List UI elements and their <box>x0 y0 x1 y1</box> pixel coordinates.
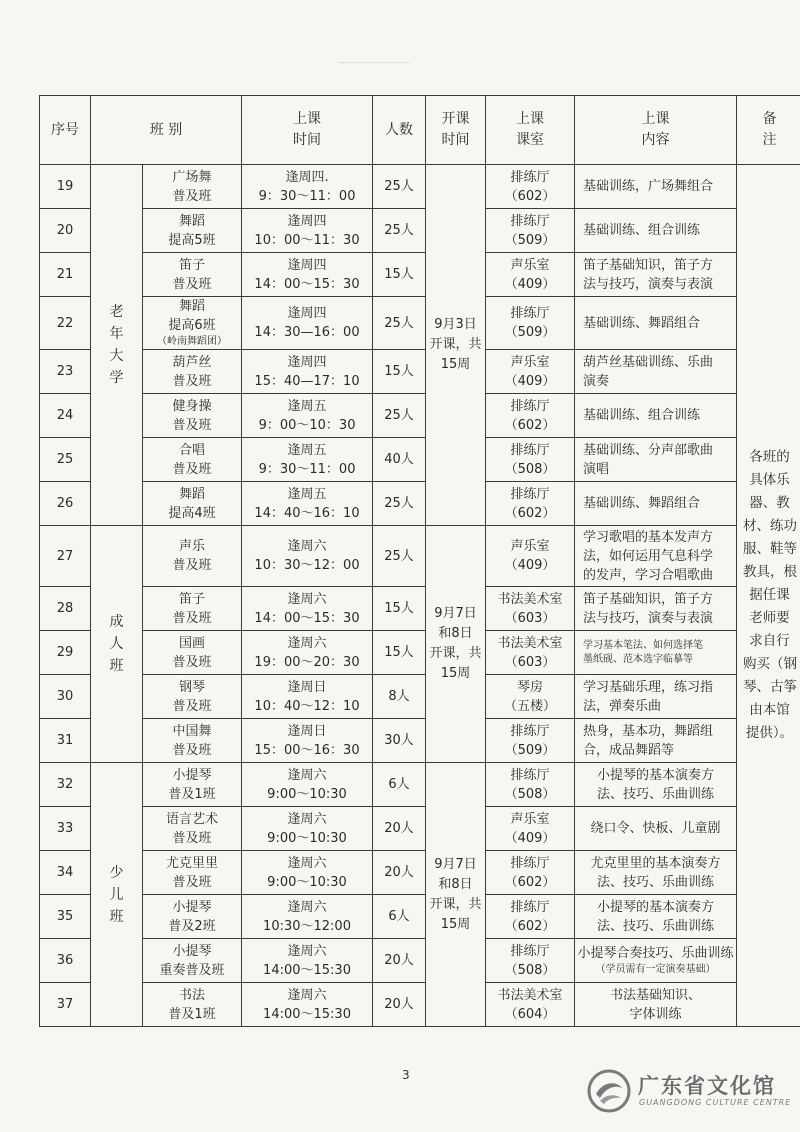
table-row <box>40 209 800 253</box>
row-class-name: 健身操 普及班 <box>143 394 242 438</box>
row-seq: 25 <box>40 438 91 482</box>
row-time: 逢周四 14：00～15：30 <box>242 253 373 297</box>
table-row <box>40 587 800 631</box>
table-row <box>40 438 800 482</box>
row-seq: 22 <box>40 297 91 350</box>
row-class-name: 小提琴 普及1班 <box>143 763 242 807</box>
row-content: 基础训练、组合训练 <box>575 209 737 253</box>
row-content: 小提琴的基本演奏方 法、技巧、乐曲训练 <box>575 895 737 939</box>
header-content: 上课 内容 <box>575 96 737 165</box>
table-row <box>40 851 800 895</box>
row-content: 葫芦丝基础训练、乐曲 演奏 <box>575 350 737 394</box>
row-seq: 23 <box>40 350 91 394</box>
row-content: 学习歌唱的基本发声方 法，如何运用气息科学 的发声，学习合唱歌曲 <box>575 526 737 587</box>
group-start-time: 9月7日 和8日 开课，共 15周 <box>426 526 486 763</box>
row-seq: 19 <box>40 165 91 209</box>
row-time: 逢周日 10：40～12：10 <box>242 675 373 719</box>
row-class-name: 尤克里里 普及班 <box>143 851 242 895</box>
row-count: 25人 <box>373 297 426 350</box>
culture-centre-logo-icon <box>586 1068 632 1114</box>
row-time: 逢周五 14：40～16：10 <box>242 482 373 526</box>
row-count: 40人 <box>373 438 426 482</box>
row-content: 笛子基础知识，笛子方 法与技巧，演奏与表演 <box>575 253 737 297</box>
group-start-time: 9月7日 和8日 开课，共 15周 <box>426 763 486 1027</box>
table-row <box>40 482 800 526</box>
row-seq: 32 <box>40 763 91 807</box>
row-class-name: 语言艺术 普及班 <box>143 807 242 851</box>
row-class-name: 合唱 普及班 <box>143 438 242 482</box>
content-note: （学员需有一定演奏基础） <box>595 964 716 975</box>
row-room: 排练厅 （508） <box>486 939 575 983</box>
row-count: 6人 <box>373 763 426 807</box>
row-time: 逢周四. 9：30～11：00 <box>242 165 373 209</box>
group-label: 老 年 大 学 <box>91 165 143 526</box>
row-count: 30人 <box>373 719 426 763</box>
row-class-name: 国画 普及班 <box>143 631 242 675</box>
row-count: 20人 <box>373 807 426 851</box>
row-count: 25人 <box>373 165 426 209</box>
schedule-body <box>40 165 800 1027</box>
row-time: 逢周六 9:00～10:30 <box>242 763 373 807</box>
row-count: 8人 <box>373 675 426 719</box>
row-class-name: 小提琴 重奏普及班 <box>143 939 242 983</box>
row-seq: 21 <box>40 253 91 297</box>
row-class-name: 舞蹈 提高6班 （岭南舞蹈团） <box>143 297 242 350</box>
row-room: 排练厅 （602） <box>486 851 575 895</box>
row-content: 小提琴合奏技巧、乐曲训练 （学员需有一定演奏基础） <box>575 939 737 983</box>
row-room: 声乐室 （409） <box>486 350 575 394</box>
header-remark: 备 注 <box>737 96 800 165</box>
row-room: 声乐室 （409） <box>486 526 575 587</box>
row-time: 逢周四 14：30—16：00 <box>242 297 373 350</box>
row-room: 排练厅 （508） <box>486 438 575 482</box>
row-content: 基础训练、组合训练 <box>575 394 737 438</box>
header-row <box>40 96 800 165</box>
row-time: 逢周六 14:00～15:30 <box>242 983 373 1027</box>
row-count: 20人 <box>373 851 426 895</box>
row-room: 排练厅 （509） <box>486 209 575 253</box>
row-time: 逢周四 10：00～11：30 <box>242 209 373 253</box>
row-room: 声乐室 （409） <box>486 807 575 851</box>
row-content: 基础训练、舞蹈组合 <box>575 482 737 526</box>
group-label: 少 儿 班 <box>91 763 143 1027</box>
row-count: 25人 <box>373 526 426 587</box>
page-top-mark <box>340 62 410 71</box>
table-row <box>40 983 800 1027</box>
row-class-name: 中国舞 普及班 <box>143 719 242 763</box>
row-class-name: 声乐 普及班 <box>143 526 242 587</box>
row-class-name: 广场舞 普及班 <box>143 165 242 209</box>
row-seq: 20 <box>40 209 91 253</box>
row-class-name: 小提琴 普及2班 <box>143 895 242 939</box>
row-class-name: 葫芦丝 普及班 <box>143 350 242 394</box>
row-room: 排练厅 （602） <box>486 482 575 526</box>
row-room: 排练厅 （602） <box>486 895 575 939</box>
row-seq: 27 <box>40 526 91 587</box>
table-row <box>40 350 800 394</box>
row-count: 25人 <box>373 482 426 526</box>
row-content: 笛子基础知识，笛子方 法与技巧，演奏与表演 <box>575 587 737 631</box>
row-count: 15人 <box>373 253 426 297</box>
row-class-name: 书法 普及1班 <box>143 983 242 1027</box>
row-time: 逢周日 15：00～16：30 <box>242 719 373 763</box>
page-number: 3 <box>402 1068 410 1082</box>
row-room: 书法美术室 （603） <box>486 587 575 631</box>
row-room: 排练厅 （602） <box>486 165 575 209</box>
row-count: 25人 <box>373 209 426 253</box>
header-room: 上课 课室 <box>486 96 575 165</box>
row-count: 25人 <box>373 394 426 438</box>
table-row <box>40 165 800 209</box>
row-room: 声乐室 （409） <box>486 253 575 297</box>
row-class-name: 舞蹈 提高5班 <box>143 209 242 253</box>
row-time: 逢周六 19：00～20：30 <box>242 631 373 675</box>
row-class-name: 舞蹈 提高4班 <box>143 482 242 526</box>
row-class-name: 笛子 普及班 <box>143 253 242 297</box>
row-time: 逢周六 14：00～15：30 <box>242 587 373 631</box>
row-seq: 31 <box>40 719 91 763</box>
table-row <box>40 763 800 807</box>
class-schedule-table <box>39 95 800 1027</box>
row-seq: 34 <box>40 851 91 895</box>
table-row <box>40 631 800 675</box>
row-content: 小提琴的基本演奏方 法、技巧、乐曲训练 <box>575 763 737 807</box>
row-count: 15人 <box>373 350 426 394</box>
culture-centre-logo <box>586 1068 792 1118</box>
row-room: 排练厅 （508） <box>486 763 575 807</box>
group-label: 成 人 班 <box>91 526 143 763</box>
row-room: 琴房 （五楼） <box>486 675 575 719</box>
row-count: 15人 <box>373 587 426 631</box>
row-time: 逢周六 9:00～10:30 <box>242 851 373 895</box>
row-time: 逢周六 10：30～12：00 <box>242 526 373 587</box>
header-time: 上课 时间 <box>242 96 373 165</box>
table-row <box>40 253 800 297</box>
table-row <box>40 297 800 350</box>
row-class-name: 钢琴 普及班 <box>143 675 242 719</box>
row-content: 绕口令、快板、儿童剧 <box>575 807 737 851</box>
table-row <box>40 807 800 851</box>
row-count: 20人 <box>373 983 426 1027</box>
table-row <box>40 939 800 983</box>
row-seq: 24 <box>40 394 91 438</box>
row-room: 书法美术室 （604） <box>486 983 575 1027</box>
table-row <box>40 895 800 939</box>
row-content: 尤克里里的基本演奏方 法、技巧、乐曲训练 <box>575 851 737 895</box>
row-time: 逢周六 10:30～12:00 <box>242 895 373 939</box>
row-seq: 29 <box>40 631 91 675</box>
table-row <box>40 719 800 763</box>
row-time: 逢周五 9：30～11：00 <box>242 438 373 482</box>
header-start: 开课 时间 <box>426 96 486 165</box>
row-count: 6人 <box>373 895 426 939</box>
row-seq: 35 <box>40 895 91 939</box>
row-seq: 30 <box>40 675 91 719</box>
row-time: 逢周六 9:00～10:30 <box>242 807 373 851</box>
row-seq: 28 <box>40 587 91 631</box>
row-content: 基础训练、分声部歌曲 演唱 <box>575 438 737 482</box>
row-room: 排练厅 （602） <box>486 394 575 438</box>
row-content: 书法基础知识、 字体训练 <box>575 983 737 1027</box>
row-class-name: 笛子 普及班 <box>143 587 242 631</box>
row-content: 基础训练，广场舞组合 <box>575 165 737 209</box>
row-seq: 36 <box>40 939 91 983</box>
row-seq: 33 <box>40 807 91 851</box>
row-seq: 26 <box>40 482 91 526</box>
header-class-type: 班 别 <box>91 96 242 165</box>
row-count: 20人 <box>373 939 426 983</box>
row-time: 逢周五 9：00～10：30 <box>242 394 373 438</box>
row-room: 排练厅 （509） <box>486 719 575 763</box>
row-time: 逢周四 15：40—17：10 <box>242 350 373 394</box>
row-seq: 37 <box>40 983 91 1027</box>
row-content: 学习基础乐理，练习指 法，弹奏乐曲 <box>575 675 737 719</box>
table-row <box>40 394 800 438</box>
culture-centre-name: 广东省文化馆 <box>638 1074 776 1098</box>
row-time: 逢周六 14:00～15:30 <box>242 939 373 983</box>
header-count: 人数 <box>373 96 426 165</box>
header-seq: 序号 <box>40 96 91 165</box>
class-name-note: （岭南舞蹈团） <box>157 336 227 347</box>
culture-centre-name-en: GUANGDONG CULTURE CENTRE <box>639 1098 792 1107</box>
row-room: 书法美术室 （603） <box>486 631 575 675</box>
row-content: 基础训练、舞蹈组合 <box>575 297 737 350</box>
row-room: 排练厅 （509） <box>486 297 575 350</box>
row-content: 学习基本笔法、如何选择笔 墨纸砚、范本选字临摹等 <box>575 631 737 675</box>
row-count: 15人 <box>373 631 426 675</box>
row-content: 热身，基本功，舞蹈组 合，成品舞蹈等 <box>575 719 737 763</box>
remark-cell: 各班的 具体乐 器、教 材、练功 服、鞋等 教具，根 据任课 老师要 求自行 购买（钢 琴、古筝 由本馆 提供）。 <box>737 165 800 1027</box>
group-start-time: 9月3日 开课，共 15周 <box>426 165 486 526</box>
table-row <box>40 675 800 719</box>
table-row <box>40 526 800 587</box>
